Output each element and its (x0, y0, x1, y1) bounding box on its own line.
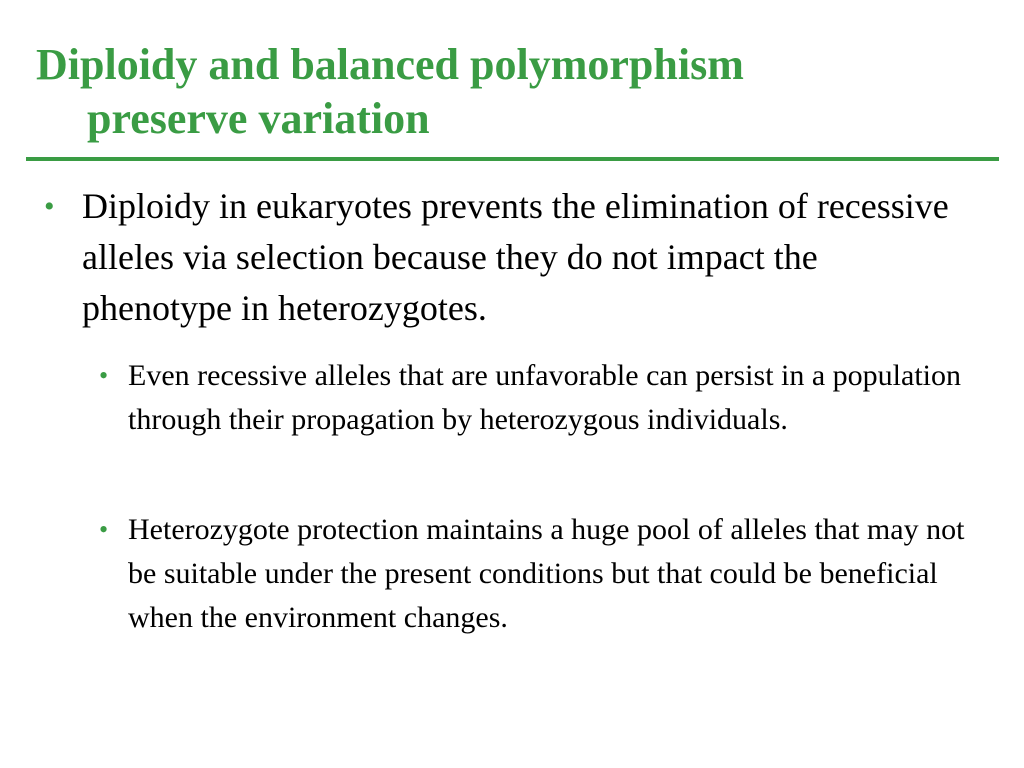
bullet-marker: • (44, 190, 55, 223)
slide-title-line-2: preserve variation (87, 94, 430, 143)
bullet-text: Diploidy in eukaryotes prevents the elimination of recessive alleles via selection because they do not impact the phenotype in heterozygotes. (82, 186, 949, 328)
sub-bullet-marker: • (99, 361, 109, 390)
sub-bullet-text: Heterozygote protection maintains a huge pool of alleles that may not be suitable under the present conditions but that could be beneficial when the environment changes. (128, 513, 965, 634)
sub-bullet-text: Even recessive alleles that are unfavorable can persist in a population through their propagation by heterozygous individuals. (128, 359, 961, 436)
slide-title-line-1: Diploidy and balanced polymorphism (36, 40, 744, 89)
title-divider (26, 157, 999, 161)
sub-bullet-marker: • (99, 515, 109, 544)
slide-title (36, 38, 996, 146)
